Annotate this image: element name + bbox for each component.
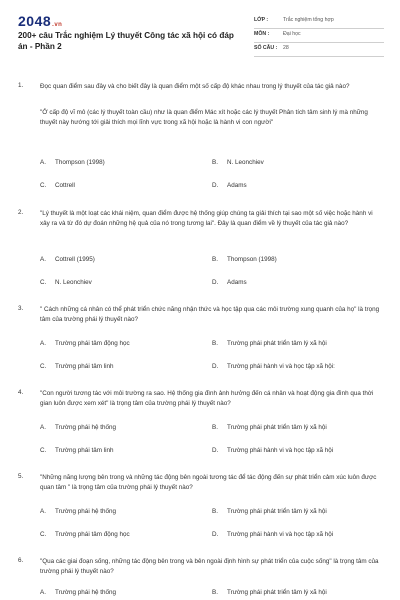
option-a[interactable] <box>40 508 116 515</box>
option-text: Trường phái tâm linh <box>55 363 114 370</box>
option-text: Thompson (1998) <box>227 256 277 263</box>
option-d[interactable] <box>212 182 247 189</box>
option-letter: D. <box>212 279 219 286</box>
meta-key: SỐ CÂU : <box>254 45 278 51</box>
option-d[interactable] <box>212 447 333 454</box>
option-b[interactable] <box>212 256 277 263</box>
option-b[interactable] <box>212 589 327 596</box>
meta-row-class <box>254 15 384 29</box>
option-text: Thompson (1998) <box>55 159 105 166</box>
option-letter: B. <box>212 159 218 166</box>
option-b[interactable] <box>212 424 327 431</box>
option-text: Trường phái hành vi và học tập xã hội: <box>227 363 335 370</box>
option-text: Trường phái tâm động học <box>55 531 130 538</box>
option-text: Trường phái hệ thống <box>55 424 116 431</box>
option-text: Cottrell (1995) <box>55 256 95 263</box>
option-letter: A. <box>40 340 46 347</box>
option-text: Adams <box>227 182 247 189</box>
option-text: Trường phái tâm linh <box>55 447 114 454</box>
option-text: Adams <box>227 279 247 286</box>
question-text: "Con người tương tác với môi trường ra sao. Hệ thống gia đình ảnh hưởng đến cá nhân và hoạt động gia đình qua thời gian luôn được xem xét" là trọng tâm của trường phái lý thuyết nào? <box>40 390 374 407</box>
option-letter: D. <box>212 447 219 454</box>
meta-value: 28 <box>283 45 289 51</box>
option-letter: A. <box>40 589 46 596</box>
option-text: Trường phái hệ thống <box>55 589 116 596</box>
logo-tld-text: .vn <box>52 22 63 28</box>
question-text: Đọc quan điểm sau đây và cho biết đây là quan điểm một số cấp độ khác nhau trong lý thuyết của tác giả nào? <box>40 83 350 90</box>
option-text: Trường phái hành vi và học tập xã hội <box>227 531 334 538</box>
question-quote: "Ở cấp độ vĩ mô (các lý thuyết toàn cầu) như là quan điểm Mác xít hoặc các lý thuyết Phân tích tâm sinh lý mà những thuyết này hướng tới giải thích mọi lĩnh vực trong xã hội hoặc là hành vi con người" <box>40 109 368 126</box>
option-d[interactable] <box>212 531 333 538</box>
option-d[interactable] <box>212 279 247 286</box>
option-text: N. Leonchiev <box>55 279 92 286</box>
option-a[interactable] <box>40 256 95 263</box>
option-a[interactable] <box>40 589 116 596</box>
option-text: Trường phái tâm động học <box>55 340 130 347</box>
option-text: Trường phái phát triển tâm lý xã hội <box>227 589 327 596</box>
question-number: 6. <box>18 557 24 564</box>
meta-key: MÔN : <box>254 31 270 37</box>
option-c[interactable] <box>40 363 114 370</box>
option-letter: B. <box>212 424 218 431</box>
option-letter: B. <box>212 508 218 515</box>
meta-value: Trắc nghiệm tổng hợp <box>283 17 334 23</box>
option-letter: C. <box>40 531 47 538</box>
meta-row-subject <box>254 29 384 43</box>
option-letter: A. <box>40 256 46 263</box>
option-letter: C. <box>40 363 47 370</box>
option-a[interactable] <box>40 340 130 347</box>
meta-key: LỚP : <box>254 17 269 23</box>
logo-main-text: 2048 <box>18 13 52 29</box>
question-number: 1. <box>18 82 24 89</box>
option-text: Trường phái hệ thống <box>55 508 116 515</box>
option-letter: A. <box>40 424 46 431</box>
option-letter: D. <box>212 531 219 538</box>
option-text: Trường phái phát triển tâm lý xã hội <box>227 424 327 431</box>
question-text: "Lý thuyết là một loạt các khái niệm, quan điểm được hệ thống giúp chúng ta giải thích tại sao một số việc hoặc hành vi xảy ra và từ đó dự đoán những hệ quả của nó trong tương lai". Đây là quan điểm về lý thuyết của tác giả nào? <box>40 210 373 227</box>
question-number: 3. <box>18 305 24 312</box>
option-letter: B. <box>212 256 218 263</box>
option-c[interactable] <box>40 447 114 454</box>
option-letter: B. <box>212 340 218 347</box>
option-letter: D. <box>212 182 219 189</box>
option-a[interactable] <box>40 159 105 166</box>
question-number: 2. <box>18 209 24 216</box>
option-letter: A. <box>40 159 46 166</box>
question-text: "Những năng lượng bên trong và những tác động bên ngoài tương tác để tác động đến sự phát triển cảm xúc luôn được quan tâm " là trọng tâm của trường phái lý thuyết nào? <box>40 474 377 491</box>
option-letter: C. <box>40 182 47 189</box>
question-text: "Qua các giai đoạn sống, những tác động bên trong và bên ngoài định hình sự phát triển của cuộc sống" là trọng tâm của trường phái lý thuyết nào? <box>40 558 379 575</box>
option-text: Cottrell <box>55 182 75 189</box>
question-number: 4. <box>18 389 24 396</box>
meta-value: Đại học <box>283 31 301 37</box>
option-b[interactable] <box>212 508 327 515</box>
document-header <box>0 0 400 62</box>
site-logo[interactable] <box>18 13 62 29</box>
question-number: 5. <box>18 473 24 480</box>
option-letter: C. <box>40 447 47 454</box>
option-letter: C. <box>40 279 47 286</box>
option-b[interactable] <box>212 340 327 347</box>
option-a[interactable] <box>40 424 116 431</box>
option-text: Trường phái hành vi và học tập xã hội <box>227 447 334 454</box>
option-letter: B. <box>212 589 218 596</box>
document-title: 200+ câu Trắc nghiệm Lý thuyết Công tác xã hội có đáp án - Phần 2 <box>18 31 234 51</box>
option-b[interactable] <box>212 159 264 166</box>
option-letter: A. <box>40 508 46 515</box>
option-letter: D. <box>212 363 219 370</box>
option-text: Trường phái phát triển tâm lý xã hội <box>227 340 327 347</box>
option-text: Trường phái phát triển tâm lý xã hội <box>227 508 327 515</box>
meta-row-question-count <box>254 43 384 57</box>
option-d[interactable] <box>212 363 335 370</box>
option-c[interactable] <box>40 279 92 286</box>
question-text: " Cách những cá nhân có thể phát triển chức năng nhận thức và học tập qua các môi trường xung quanh của họ" là trọng tâm của trường phái lý thuyết nào? <box>40 306 380 323</box>
option-c[interactable] <box>40 531 130 538</box>
option-c[interactable] <box>40 182 75 189</box>
option-text: N. Leonchiev <box>227 159 264 166</box>
